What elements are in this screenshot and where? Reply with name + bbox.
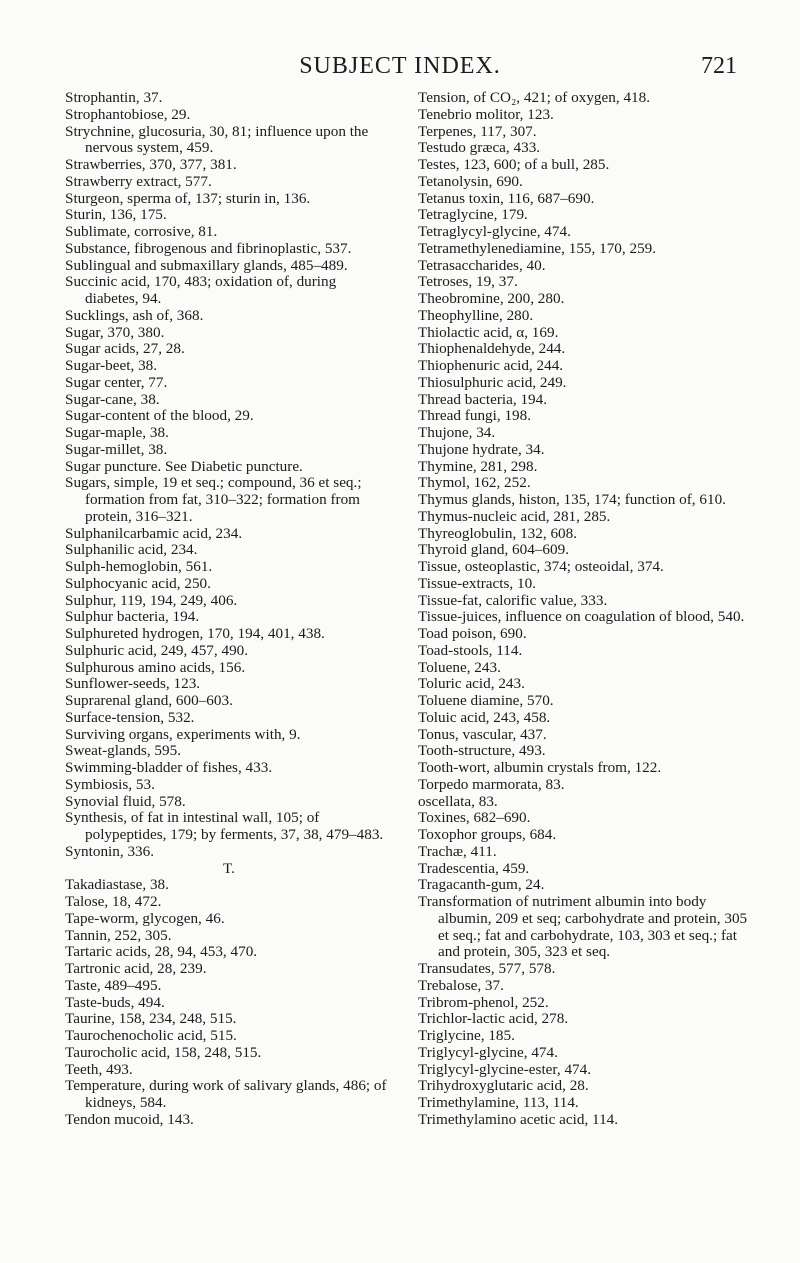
index-entry: Thujone hydrate, 34. <box>418 440 545 458</box>
index-entry: Sulphur bacteria, 194. <box>65 608 200 626</box>
index-entry: Tooth-wort, albumin crystals from, 122. <box>418 759 662 776</box>
index-entry: Tetroses, 19, 37. <box>418 273 518 291</box>
index-entry: Sulph-hemoglobin, 561. <box>65 558 213 575</box>
index-entry: Takadiastase, 38. <box>65 876 169 894</box>
index-entry: Sunflower-seeds, 123. <box>65 675 201 693</box>
index-entry: Trachæ, 411. <box>418 842 497 860</box>
index-entry: Tendon mucoid, 143. <box>65 1110 194 1128</box>
index-entry: Thread fungi, 198. <box>418 407 532 425</box>
index-entry: Sugars, simple, 19 et seq.; compound, 36 et seq.; formation from fat, 310–322; formation from protein, 316–321. <box>65 474 362 525</box>
index-entry: Sturgeon, sperma of, 137; sturin in, 136. <box>65 189 311 207</box>
left-index-column <box>65 90 393 1129</box>
index-entry: Tetanolysin, 690. <box>418 172 523 190</box>
index-entry: Toxines, 682–690. <box>418 809 531 827</box>
index-entry: Tension, of CO₂, 421; of oxygen, 418. <box>418 89 651 106</box>
index-entry: Triglycyl-glycine-ester, 474. <box>418 1060 592 1078</box>
index-entry: Sulphanilcarbamic acid, 234. <box>65 524 243 542</box>
index-entry: Thymol, 162, 252. <box>418 474 531 492</box>
index-entry: Thread bacteria, 194. <box>418 390 548 408</box>
index-entry: Strophantobiose, 29. <box>65 105 191 123</box>
index-entry: Strophantin, 37. <box>65 89 163 106</box>
index-entry: Sulphanilic acid, 234. <box>65 541 198 559</box>
index-entry: Sugar-millet, 38. <box>65 440 168 458</box>
index-entry: Thujone, 34. <box>418 424 496 441</box>
index-entry: Trimethylamine, 113, 114. <box>418 1094 579 1111</box>
index-entry: Testudo græca, 433. <box>418 139 541 157</box>
index-entry: Strychnine, glucosuria, 30, 81; influence upon the nervous system, 459. <box>65 122 369 157</box>
index-entry: oscellata, 83. <box>418 792 498 810</box>
index-entry: Thiophenaldehyde, 244. <box>418 340 566 358</box>
index-entry: Sugar-maple, 38. <box>65 424 169 441</box>
index-entry: Suprarenal gland, 600–603. <box>65 692 233 709</box>
index-entry: Thiolactic acid, α, 169. <box>418 323 559 341</box>
index-entry: Tetrasaccharides, 40. <box>418 256 546 274</box>
index-entry: Strawberries, 370, 377, 381. <box>65 156 237 173</box>
index-entry: Swimming-bladder of fishes, 433. <box>65 759 273 776</box>
index-entry: Tissue, osteoplastic, 374; osteoidal, 374. <box>418 558 664 575</box>
index-entry: Toluric acid, 243. <box>418 675 525 693</box>
index-entry: Sulphurous amino acids, 156. <box>65 658 246 676</box>
index-entry: Sulphureted hydrogen, 170, 194, 401, 438. <box>65 625 325 642</box>
index-entry: Thiosulphuric acid, 249. <box>418 373 567 391</box>
index-entry: Sugar puncture. See Diabetic puncture. <box>65 457 303 475</box>
index-entry: Taurochenocholic acid, 515. <box>65 1027 237 1044</box>
index-entry: Tonus, vascular, 437. <box>418 725 547 743</box>
section-letter-heading: T. <box>223 859 235 877</box>
index-entry: Sulphuric acid, 249, 457, 490. <box>65 641 249 659</box>
index-entry: Sweat-glands, 595. <box>65 742 181 760</box>
index-entry: Sulphur, 119, 194, 249, 406. <box>65 591 238 609</box>
index-entry: Tetanus toxin, 116, 687–690. <box>418 189 595 207</box>
index-entry: Syntonin, 336. <box>65 842 155 860</box>
index-entry: Teeth, 493. <box>65 1060 133 1078</box>
index-entry: Succinic acid, 170, 483; oxidation of, during diabetes, 94. <box>65 273 337 307</box>
index-entry: Strawberry extract, 577. <box>65 172 212 190</box>
index-entry: Tissue-juices, influence on coagulation of blood, 540. <box>418 608 745 626</box>
index-entry: Taurocholic acid, 158, 248, 515. <box>65 1043 262 1061</box>
index-entry: Sugar-beet, 38. <box>65 357 158 374</box>
index-entry: Torpedo marmorata, 83. <box>418 775 565 793</box>
index-entry: Tartaric acids, 28, 94, 453, 470. <box>65 943 258 961</box>
index-entry: Trebalose, 37. <box>418 976 504 994</box>
index-entry: Sturin, 136, 175. <box>65 206 167 224</box>
index-entry: Terpenes, 117, 307. <box>418 122 537 140</box>
index-entry: Thymine, 281, 298. <box>418 457 538 475</box>
index-entry: Tissue-fat, calorific value, 333. <box>418 591 608 609</box>
index-entry: Thyroid gland, 604–609. <box>418 541 570 559</box>
running-head: SUBJECT INDEX. <box>299 53 501 79</box>
index-entry: Sugar center, 77. <box>65 373 168 391</box>
index-entry: Toluene, 243. <box>418 658 501 676</box>
index-entry: Taurine, 158, 234, 248, 515. <box>65 1010 237 1028</box>
index-entry: Toluic acid, 243, 458. <box>418 708 551 726</box>
index-entry: Sulphocyanic acid, 250. <box>65 574 211 592</box>
index-entry: Synthesis, of fat in intestinal wall, 105; of polypeptides, 179; by ferments, 37, 38, 479–483. <box>65 809 384 843</box>
index-entry: Temperature, during work of salivary glands, 486; of kidneys, 584. <box>65 1077 387 1111</box>
index-entry: Symbiosis, 53. <box>65 775 155 793</box>
index-entry: Thymus glands, histon, 135, 174; function of, 610. <box>418 491 726 508</box>
index-entry: Sublingual and submaxillary glands, 485–489. <box>65 256 348 274</box>
page-header <box>0 46 800 86</box>
index-entry: Taste-buds, 494. <box>65 993 165 1011</box>
index-entry: Tape-worm, glycogen, 46. <box>65 909 225 927</box>
index-entry: Theophylline, 280. <box>418 306 534 324</box>
index-entry: Trimethylamino acetic acid, 114. <box>418 1110 619 1128</box>
index-entry: Thiophenuric acid, 244. <box>418 357 564 374</box>
index-entry: Surface-tension, 532. <box>65 708 195 726</box>
index-entry: Sugar-cane, 38. <box>65 390 160 408</box>
index-entry: Transudates, 577, 578. <box>418 960 556 977</box>
index-entry: Sucklings, ash of, 368. <box>65 306 204 324</box>
index-entry: Toxophor groups, 684. <box>418 826 557 843</box>
index-entry: Toad poison, 690. <box>418 625 527 642</box>
index-entry: Tissue-extracts, 10. <box>418 574 536 592</box>
index-entry: Tenebrio molitor, 123. <box>418 105 554 123</box>
page-number: 721 <box>701 53 737 79</box>
index-entry: Substance, fibrogenous and fibrinoplastic, 537. <box>65 239 352 257</box>
index-entry: Trihydroxyglutaric acid, 28. <box>418 1077 589 1095</box>
index-entry: Transformation of nutriment albumin into body albumin, 209 et seq; carbohydrate and protein, 305 et seq.; fat and carbohydrate, 103, 303 et seq.; fat and protein, 305, 323 et seq. <box>418 893 748 961</box>
index-entry: Tetraglycine, 179. <box>418 206 528 224</box>
index-entry: Taste, 489–495. <box>65 976 162 994</box>
index-entry: Sublimate, corrosive, 81. <box>65 223 218 240</box>
index-entry: Thyreoglobulin, 132, 608. <box>418 524 578 542</box>
index-entry: Sugar, 370, 380. <box>65 323 165 341</box>
index-entry: Talose, 18, 472. <box>65 893 162 910</box>
index-entry: Sugar-content of the blood, 29. <box>65 407 254 425</box>
right-index-column <box>418 90 754 1129</box>
index-entry: Synovial fluid, 578. <box>65 792 186 810</box>
index-entry: Toad-stools, 114. <box>418 641 523 659</box>
index-entry: Toluene diamine, 570. <box>418 692 554 709</box>
index-entry: Theobromine, 200, 280. <box>418 290 565 307</box>
index-entry: Trichlor-lactic acid, 278. <box>418 1010 569 1028</box>
index-entry: Tannin, 252, 305. <box>65 926 172 944</box>
index-entry: Triglycine, 185. <box>418 1027 515 1044</box>
index-entry: Tetraglycyl-glycine, 474. <box>418 223 571 240</box>
index-entry: Tribrom-phenol, 252. <box>418 993 549 1011</box>
index-entry: Tradescentia, 459. <box>418 859 530 877</box>
index-entry: Tooth-structure, 493. <box>418 742 546 760</box>
index-entry: Tetramethylenediamine, 155, 170, 259. <box>418 239 657 257</box>
index-entry: Tragacanth-gum, 24. <box>418 876 545 894</box>
index-entry: Thymus-nucleic acid, 281, 285. <box>418 507 611 525</box>
index-entry: Sugar acids, 27, 28. <box>65 340 185 358</box>
index-entry: Triglycyl-glycine, 474. <box>418 1043 558 1061</box>
index-entry: Surviving organs, experiments with, 9. <box>65 725 301 743</box>
index-entry: Tartronic acid, 28, 239. <box>65 960 207 977</box>
index-entry: Testes, 123, 600; of a bull, 285. <box>418 156 610 173</box>
